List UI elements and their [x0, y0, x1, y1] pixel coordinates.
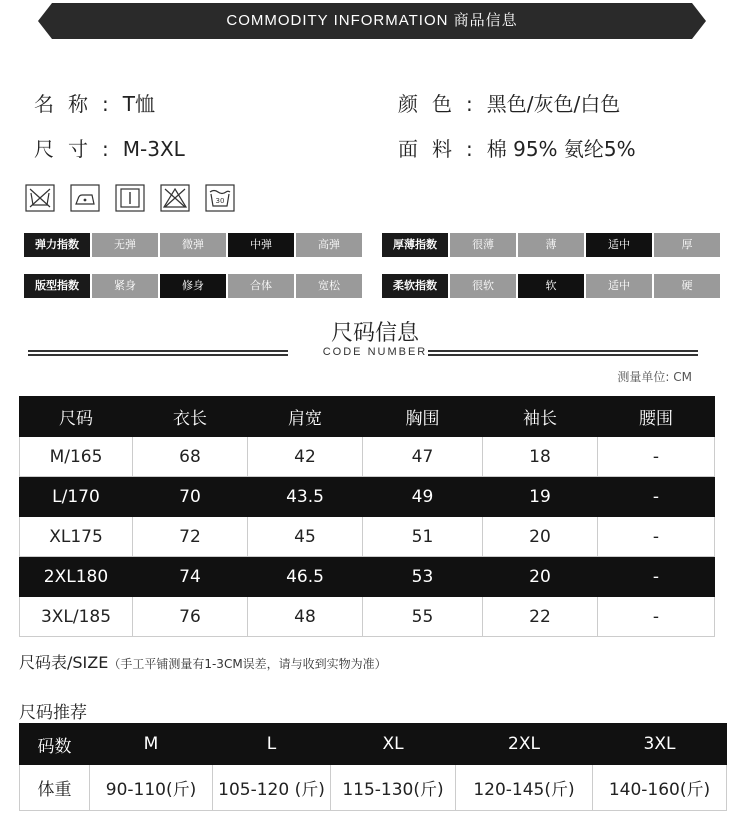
table-cell: 42	[248, 437, 363, 477]
table-cell: -	[598, 597, 715, 637]
fit-option: 宽松	[296, 274, 362, 298]
softness-index	[382, 274, 722, 298]
thickness-index	[382, 233, 722, 257]
table-cell: -	[598, 477, 715, 517]
softness-label: 柔软指数	[382, 274, 448, 298]
table-cell: 48	[248, 597, 363, 637]
table-cell: 43.5	[248, 477, 363, 517]
thickness-option: 很薄	[450, 233, 516, 257]
table-row	[20, 477, 715, 517]
size-note-main: 尺码表/SIZE	[19, 653, 109, 672]
fabric-label: 面料:	[398, 137, 487, 161]
recommend-col-header: 3XL	[593, 724, 727, 765]
name-value: T恤	[122, 92, 155, 116]
measurement-unit: 测量单位: CM	[617, 370, 692, 384]
fit-option: 合体	[228, 274, 294, 298]
size-col-header: 衣长	[133, 397, 248, 437]
table-cell: 76	[133, 597, 248, 637]
table-cell: 22	[483, 597, 598, 637]
header-banner	[0, 0, 750, 44]
table-cell: M/165	[20, 437, 133, 477]
softness-option: 软	[518, 274, 584, 298]
elasticity-option: 中弹	[228, 233, 294, 257]
table-cell: 46.5	[248, 557, 363, 597]
recommend-col-header: 2XL	[456, 724, 593, 765]
thickness-option: 适中	[586, 233, 652, 257]
table-cell: 51	[363, 517, 483, 557]
recommend-cell: 120-145(斤)	[456, 765, 593, 811]
size-section-title: 尺码信息	[330, 321, 419, 346]
recommend-cell: 体重	[20, 765, 90, 811]
table-cell: 55	[363, 597, 483, 637]
softness-option: 适中	[586, 274, 652, 298]
table-cell: 18	[483, 437, 598, 477]
recommend-col-header: M	[90, 724, 213, 765]
name-label: 名称:	[34, 92, 123, 116]
info-size	[34, 133, 185, 162]
svg-text:30: 30	[215, 197, 225, 205]
fit-label: 版型指数	[24, 274, 90, 298]
recommend-col-header: L	[213, 724, 331, 765]
info-name	[34, 88, 155, 117]
table-cell: 74	[133, 557, 248, 597]
size-table-header	[20, 397, 715, 437]
fit-option: 修身	[160, 274, 226, 298]
table-cell: -	[598, 437, 715, 477]
elasticity-label: 弹力指数	[24, 233, 90, 257]
recommend-col-header: XL	[331, 724, 456, 765]
thickness-label: 厚薄指数	[382, 233, 448, 257]
recommend-table	[19, 723, 727, 811]
table-cell: 68	[133, 437, 248, 477]
info-color	[398, 88, 620, 117]
softness-option: 很软	[450, 274, 516, 298]
size-col-header: 袖长	[483, 397, 598, 437]
table-cell: 19	[483, 477, 598, 517]
fabric-value: 棉 95% 氨纶5%	[486, 137, 636, 161]
table-cell: -	[598, 517, 715, 557]
elasticity-option: 无弹	[92, 233, 158, 257]
elasticity-option: 高弹	[296, 233, 362, 257]
table-row	[20, 597, 715, 637]
softness-option: 硬	[654, 274, 720, 298]
size-col-header: 尺码	[20, 397, 133, 437]
table-cell: 53	[363, 557, 483, 597]
table-cell: 2XL180	[20, 557, 133, 597]
recommend-row	[20, 765, 727, 811]
fit-index	[24, 274, 364, 298]
table-cell: 47	[363, 437, 483, 477]
table-cell: 70	[133, 477, 248, 517]
care-icons	[24, 183, 236, 213]
color-label: 颜色:	[398, 92, 487, 116]
recommend-cell: 90-110(斤)	[90, 765, 213, 811]
thickness-option: 薄	[518, 233, 584, 257]
recommend-cell: 115-130(斤)	[331, 765, 456, 811]
size-note	[19, 650, 387, 673]
recommend-cell: 105-120 (斤)	[213, 765, 331, 811]
table-row	[20, 437, 715, 477]
recommend-title: 尺码推荐	[19, 703, 87, 723]
page-title: COMMODITY INFORMATION 商品信息	[226, 12, 518, 29]
table-row	[20, 557, 715, 597]
size-col-header: 肩宽	[248, 397, 363, 437]
size-note-detail: （手工平铺测量有1-3CM误差，请与收到实物为准）	[108, 657, 387, 671]
wash-30-icon	[204, 183, 236, 213]
elasticity-option: 微弹	[160, 233, 226, 257]
table-cell: 20	[483, 517, 598, 557]
table-cell: 49	[363, 477, 483, 517]
table-cell: XL175	[20, 517, 133, 557]
table-cell: 20	[483, 557, 598, 597]
size-value: M-3XL	[122, 137, 185, 161]
tumble-icon	[114, 183, 146, 213]
fit-option: 紧身	[92, 274, 158, 298]
thickness-option: 厚	[654, 233, 720, 257]
table-cell: L/170	[20, 477, 133, 517]
table-cell: 45	[248, 517, 363, 557]
size-table	[19, 396, 715, 637]
elasticity-index	[24, 233, 364, 257]
recommend-cell: 140-160(斤)	[593, 765, 727, 811]
recommend-header	[20, 724, 727, 765]
iron-low-icon	[69, 183, 101, 213]
table-row	[20, 517, 715, 557]
no-wash-icon	[24, 183, 56, 213]
table-cell: 72	[133, 517, 248, 557]
recommend-col-header: 码数	[20, 724, 90, 765]
size-col-header: 胸围	[363, 397, 483, 437]
no-bleach-icon	[159, 183, 191, 213]
info-fabric	[398, 133, 636, 162]
color-value: 黑色/灰色/白色	[486, 92, 621, 116]
table-cell: -	[598, 557, 715, 597]
size-col-header: 腰围	[598, 397, 715, 437]
code-number-subtitle: CODE NUMBER	[322, 346, 428, 358]
table-cell: 3XL/185	[20, 597, 133, 637]
size-label: 尺寸:	[34, 137, 123, 161]
